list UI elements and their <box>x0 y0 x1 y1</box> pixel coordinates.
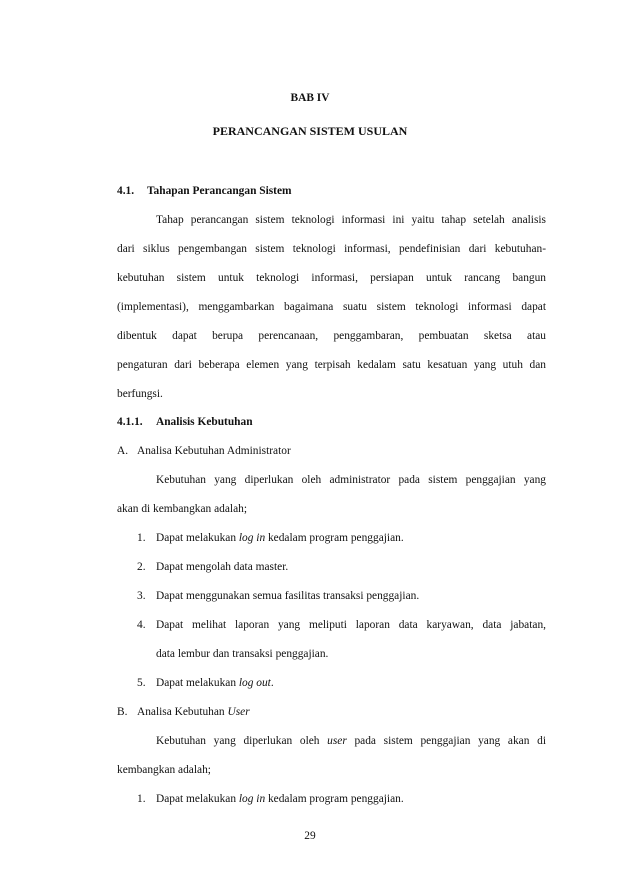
paragraph-line: dibentuk dapat berupa perencanaan, penggambaran, pembuatan sketsa atau <box>117 330 546 342</box>
sub-b-intro-line: Kebutuhan yang diperlukan oleh user pada sistem penggajian yang akan di <box>156 735 546 747</box>
list-item-number: 2. <box>137 561 146 573</box>
list-item-number: 3. <box>137 590 146 602</box>
chapter-title: PERANCANGAN SISTEM USULAN <box>212 124 408 138</box>
paragraph-line: kebutuhan sistem untuk teknologi informasi, persiapan untuk rancang bangun <box>117 272 546 284</box>
list-item: Dapat menggunakan semua fasilitas transaksi penggajian. <box>156 590 420 602</box>
sub-b-letter: B. <box>117 706 128 718</box>
page-number: 29 <box>304 830 316 842</box>
list-item: Dapat melakukan log in kedalam program penggajian. <box>156 532 404 544</box>
list-item-number: 4. <box>137 619 146 631</box>
section-number: 4.1. <box>117 185 135 197</box>
paragraph-line: Tahap perancangan sistem teknologi informasi ini yaitu tahap setelah analisis <box>156 214 546 226</box>
sub-b-intro-line: kembangkan adalah; <box>117 764 211 776</box>
sub-a-intro-line: akan di kembangkan adalah; <box>117 503 247 515</box>
subsection-title: Analisis Kebutuhan <box>156 416 253 428</box>
paragraph-line: pengaturan dari beberapa elemen yang terpisah kedalam satu kesatuan yang utuh dan <box>117 359 546 371</box>
list-item: Dapat melihat laporan yang meliputi laporan data karyawan, data jabatan, <box>156 619 546 631</box>
sub-a-letter: A. <box>117 445 129 457</box>
paragraph-line: dari siklus pengembangan sistem teknologi informasi, pendefinisian dari kebutuhan- <box>117 243 546 255</box>
subsection-number: 4.1.1. <box>117 416 143 428</box>
list-item-number: 1. <box>137 532 146 544</box>
paragraph-line: berfungsi. <box>117 388 163 400</box>
list-item: Dapat melakukan log out. <box>156 677 274 689</box>
sub-a-title: Analisa Kebutuhan Administrator <box>137 445 291 457</box>
sub-a-intro-line: Kebutuhan yang diperlukan oleh administrator pada sistem penggajian yang <box>156 474 546 486</box>
list-item-number: 1. <box>137 793 146 805</box>
paragraph-line: (implementasi), menggambarkan bagaimana suatu sistem teknologi informasi dapat <box>117 301 546 313</box>
list-item-number: 5. <box>137 677 146 689</box>
sub-b-title: Analisa Kebutuhan User <box>137 706 250 718</box>
chapter-label: BAB IV <box>290 92 330 104</box>
list-item: Dapat melakukan log in kedalam program penggajian. <box>156 793 404 805</box>
list-item: Dapat mengolah data master. <box>156 561 289 573</box>
list-item-continuation: data lembur dan transaksi penggajian. <box>156 648 329 660</box>
section-title: Tahapan Perancangan Sistem <box>147 185 292 197</box>
